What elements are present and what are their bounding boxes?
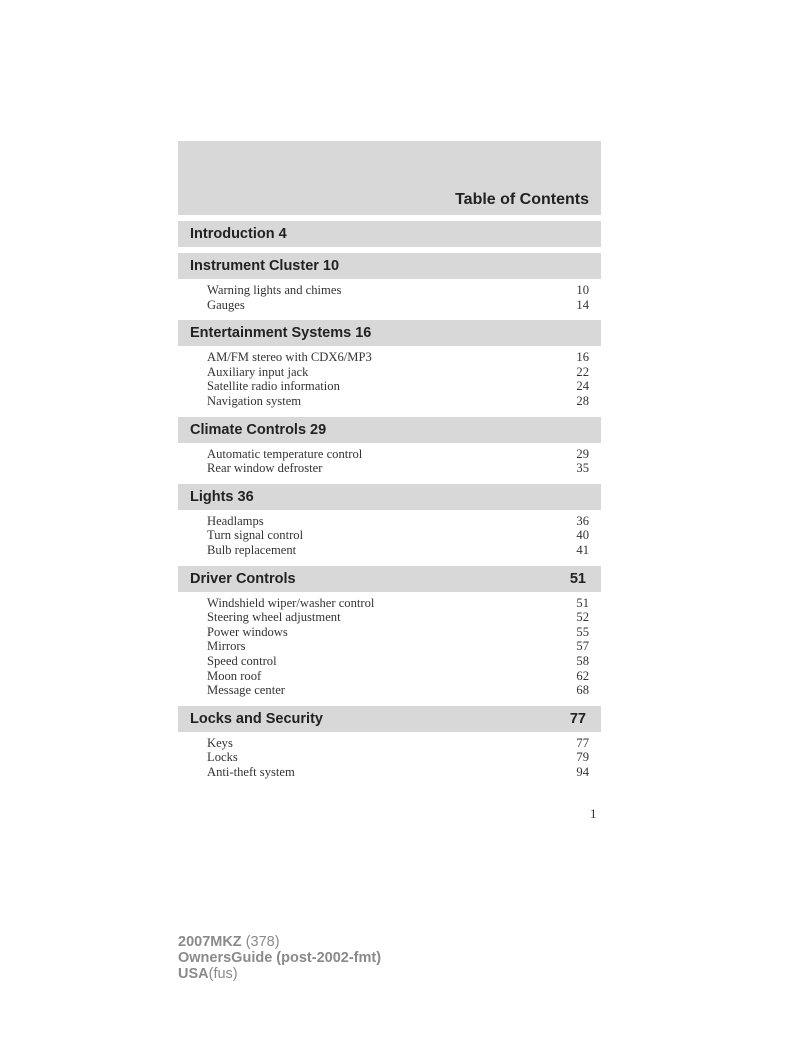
toc-sections bbox=[178, 221, 601, 781]
toc-entry-page: 35 bbox=[576, 461, 589, 476]
toc-entry-label: Keys bbox=[207, 735, 233, 750]
toc-entry-page: 51 bbox=[576, 595, 589, 610]
footer-line-1 bbox=[178, 934, 381, 950]
footer-line-2 bbox=[178, 950, 381, 966]
section-heading-label: Driver Controls bbox=[190, 570, 296, 587]
footer-guide: OwnersGuide (post-2002-fmt) bbox=[178, 950, 382, 966]
toc-page bbox=[178, 141, 601, 781]
toc-entry bbox=[207, 461, 589, 476]
toc-entry-label: Locks bbox=[207, 750, 238, 765]
toc-entry-page: 52 bbox=[576, 610, 589, 625]
toc-entry bbox=[207, 654, 589, 669]
footer-region-code: (fus) bbox=[208, 966, 238, 982]
section-heading-label: Introduction 4 bbox=[190, 226, 287, 242]
toc-entry-label: Power windows bbox=[207, 624, 288, 639]
toc-entry-label: Automatic temperature control bbox=[207, 446, 363, 461]
footer-code: (378) bbox=[241, 934, 280, 950]
toc-entry-page: 29 bbox=[576, 446, 589, 461]
toc-entry-page: 79 bbox=[576, 750, 589, 765]
toc-entry-label: Auxiliary input jack bbox=[207, 364, 309, 379]
section-heading bbox=[178, 320, 601, 346]
section-heading bbox=[178, 566, 601, 592]
page-number: 1 bbox=[590, 806, 597, 821]
section-items bbox=[178, 592, 601, 700]
toc-entry bbox=[207, 543, 589, 558]
toc-entry-label: Anti-theft system bbox=[207, 764, 295, 779]
toc-entry-label: Bulb replacement bbox=[207, 542, 297, 557]
toc-entry-label: Message center bbox=[207, 683, 285, 698]
toc-entry-page: 55 bbox=[576, 624, 589, 639]
toc-entry-label: Moon roof bbox=[207, 668, 262, 683]
toc-entry-label: Steering wheel adjustment bbox=[207, 610, 341, 625]
toc-entry-label: Navigation system bbox=[207, 393, 302, 408]
section-heading-label: Instrument Cluster 10 bbox=[190, 258, 340, 274]
title-banner bbox=[178, 141, 601, 215]
toc-entry-label: Speed control bbox=[207, 653, 277, 668]
section-heading-label: Entertainment Systems 16 bbox=[190, 325, 372, 342]
toc-entry-page: 16 bbox=[576, 350, 589, 365]
toc-entry-label: AM/FM stereo with CDX6/MP3 bbox=[207, 350, 372, 365]
section-items bbox=[178, 279, 601, 314]
toc-entry bbox=[207, 736, 589, 751]
section-items bbox=[178, 510, 601, 560]
toc-entry bbox=[207, 528, 589, 543]
toc-entry-page: 58 bbox=[576, 653, 589, 668]
section-heading bbox=[178, 253, 601, 279]
section-heading-page: 77 bbox=[569, 710, 586, 727]
section-heading-label: Locks and Security bbox=[190, 710, 323, 727]
page-title: Table of Contents bbox=[455, 191, 589, 208]
toc-entry-page: 14 bbox=[576, 297, 589, 312]
toc-entry-label: Satellite radio information bbox=[207, 379, 340, 394]
section-items bbox=[178, 346, 601, 410]
section-heading-label: Climate Controls 29 bbox=[190, 421, 327, 438]
toc-entry bbox=[207, 447, 589, 462]
toc-entry bbox=[207, 283, 589, 298]
footer-region: USA bbox=[178, 966, 209, 982]
section-heading bbox=[178, 706, 601, 732]
toc-entry bbox=[207, 750, 589, 765]
toc-entry-page: 10 bbox=[576, 283, 589, 297]
toc-entry bbox=[207, 350, 589, 365]
toc-entry-label: Windshield wiper/washer control bbox=[207, 595, 375, 610]
toc-entry-label: Rear window defroster bbox=[207, 461, 323, 476]
toc-entry-page: 57 bbox=[576, 639, 589, 654]
section-heading-page: 51 bbox=[569, 570, 586, 587]
section-heading-label: Lights 36 bbox=[190, 488, 254, 505]
toc-entry bbox=[207, 683, 589, 698]
toc-entry bbox=[207, 625, 589, 640]
toc-entry-page: 24 bbox=[576, 379, 589, 394]
toc-entry bbox=[207, 394, 589, 409]
toc-entry bbox=[207, 765, 589, 780]
section-heading bbox=[178, 417, 601, 443]
toc-entry bbox=[207, 596, 589, 611]
toc-entry bbox=[207, 669, 589, 684]
toc-entry-label: Turn signal control bbox=[207, 528, 304, 543]
toc-entry-label: Warning lights and chimes bbox=[207, 283, 342, 297]
toc-entry-page: 77 bbox=[576, 735, 589, 750]
footer bbox=[178, 934, 381, 982]
toc-entry-label: Mirrors bbox=[207, 639, 246, 654]
toc-entry bbox=[207, 514, 589, 529]
toc-entry-page: 62 bbox=[576, 668, 589, 683]
section-items bbox=[178, 443, 601, 478]
toc-entry bbox=[207, 365, 589, 380]
toc-entry-page: 36 bbox=[576, 513, 589, 528]
toc-entry-page: 40 bbox=[576, 528, 589, 543]
toc-entry-label: Gauges bbox=[207, 297, 245, 312]
toc-entry-page: 68 bbox=[576, 683, 589, 698]
toc-entry-label: Headlamps bbox=[207, 513, 264, 528]
toc-entry-page: 22 bbox=[576, 364, 589, 379]
footer-model: 2007MKZ bbox=[178, 934, 242, 950]
toc-entry bbox=[207, 379, 589, 394]
section-items bbox=[178, 732, 601, 782]
section-heading bbox=[178, 221, 601, 247]
toc-entry bbox=[207, 610, 589, 625]
toc-entry-page: 28 bbox=[576, 393, 589, 408]
toc-entry bbox=[207, 639, 589, 654]
toc-entry-page: 94 bbox=[576, 764, 589, 779]
footer-line-3 bbox=[178, 966, 381, 982]
section-heading bbox=[178, 484, 601, 510]
toc-entry-page: 41 bbox=[576, 542, 589, 557]
toc-entry bbox=[207, 298, 589, 313]
